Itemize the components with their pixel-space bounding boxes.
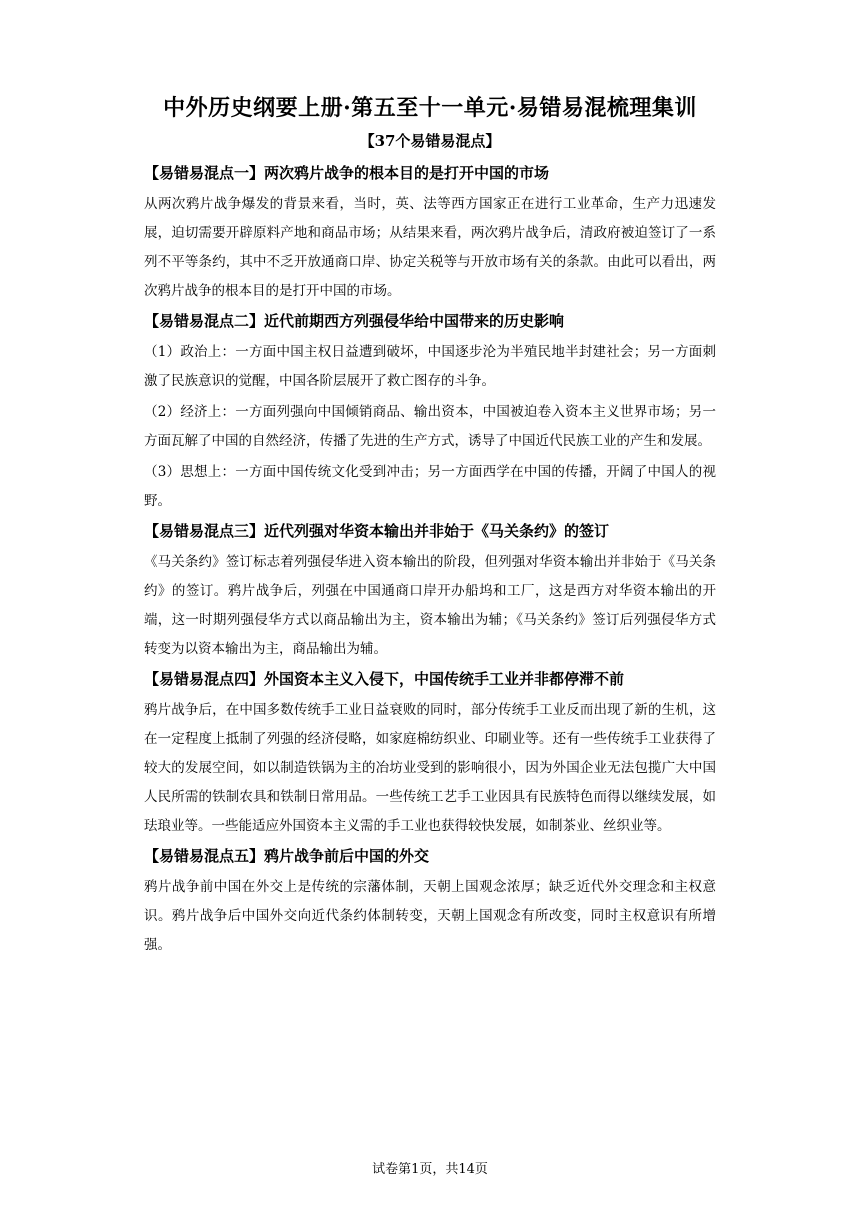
section-heading: 【易错易混点二】近代前期西方列强侵华给中国带来的历史影响	[144, 312, 565, 330]
section-heading: 【易错易混点三】近代列强对华资本输出并非始于《马关条约》的签订	[144, 522, 610, 540]
section-2	[144, 308, 716, 516]
section-paragraph: 从两次鸦片战争爆发的背景来看，当时，英、法等西方国家正在进行工业革命，生产力迅速发展，迫切需要开辟原料产地和商品市场；从结果来看，两次鸦片战争后，清政府被迫签订了一系列不平等条约，其中不乏开放通商口岸、协定关税等与开放市场有关的条款。由此可以看出，两次鸦片战争的根本目的是打开中国的市场。	[144, 196, 716, 299]
section-heading: 【易错易混点五】鸦片战争前后中国的外交	[144, 847, 430, 865]
section-4	[144, 666, 716, 841]
document-title: 中外历史纲要上册·第五至十一单元·易错易混梳理集训	[163, 95, 697, 121]
section-paragraph: 《马关条约》签订标志着列强侵华进入资本输出的阶段，但列强对华资本输出并非始于《马关条约》的签订。鸦片战争后，列强在中国通商口岸开办船坞和工厂，这是西方对华资本输出的开端，这一时期列强侵华方式以商品输出为主，资本输出为辅；《马关条约》签订后列强侵华方式转变为以资本输出为主，商品输出为辅。	[144, 554, 716, 657]
section-paragraph: （1）政治上：一方面中国主权日益遭到破坏，中国逐步沦为半殖民地半封建社会；另一方面刺激了民族意识的觉醒，中国各阶层展开了救亡图存的斗争。	[144, 344, 716, 389]
section-5	[144, 843, 716, 960]
section-paragraph: （2）经济上：一方面列强向中国倾销商品、输出资本，中国被迫卷入资本主义世界市场；另一方面瓦解了中国的自然经济，传播了先进的生产方式，诱导了中国近代民族工业的产生和发展。	[144, 404, 716, 449]
section-3	[144, 518, 716, 664]
section-paragraph: （3）思想上：一方面中国传统文化受到冲击；另一方面西学在中国的传播，开阔了中国人的视野。	[144, 464, 716, 509]
document-subtitle: 【37个易错易混点】	[359, 132, 501, 150]
document-page	[144, 92, 716, 962]
section-heading: 【易错易混点四】外国资本主义入侵下，中国传统手工业并非都停滞不前	[144, 670, 625, 688]
section-1	[144, 160, 716, 306]
page-footer: 试卷第1页，共14页	[372, 1162, 488, 1177]
section-paragraph: 鸦片战争前中国在外交上是传统的宗藩体制，天朝上国观念浓厚；缺乏近代外交理念和主权意识。鸦片战争后中国外交向近代条约体制转变，天朝上国观念有所改变，同时主权意识有所增强。	[144, 879, 716, 953]
section-heading: 【易错易混点一】两次鸦片战争的根本目的是打开中国的市场	[144, 164, 550, 182]
section-paragraph: 鸦片战争后，在中国多数传统手工业日益衰败的同时，部分传统手工业反而出现了新的生机，这在一定程度上抵制了列强的经济侵略，如家庭棉纺织业、印刷业等。还有一些传统手工业获得了较大的发展空间，如以制造铁锅为主的冶坊业受到的影响很小，因为外国企业无法包揽广大中国人民所需的铁制农具和铁制日常用品。一些传统工艺手工业因具有民族特色而得以继续发展，如珐琅业等。一些能适应外国资本主义需的手工业也获得较快发展，如制茶业、丝织业等。	[144, 702, 716, 834]
